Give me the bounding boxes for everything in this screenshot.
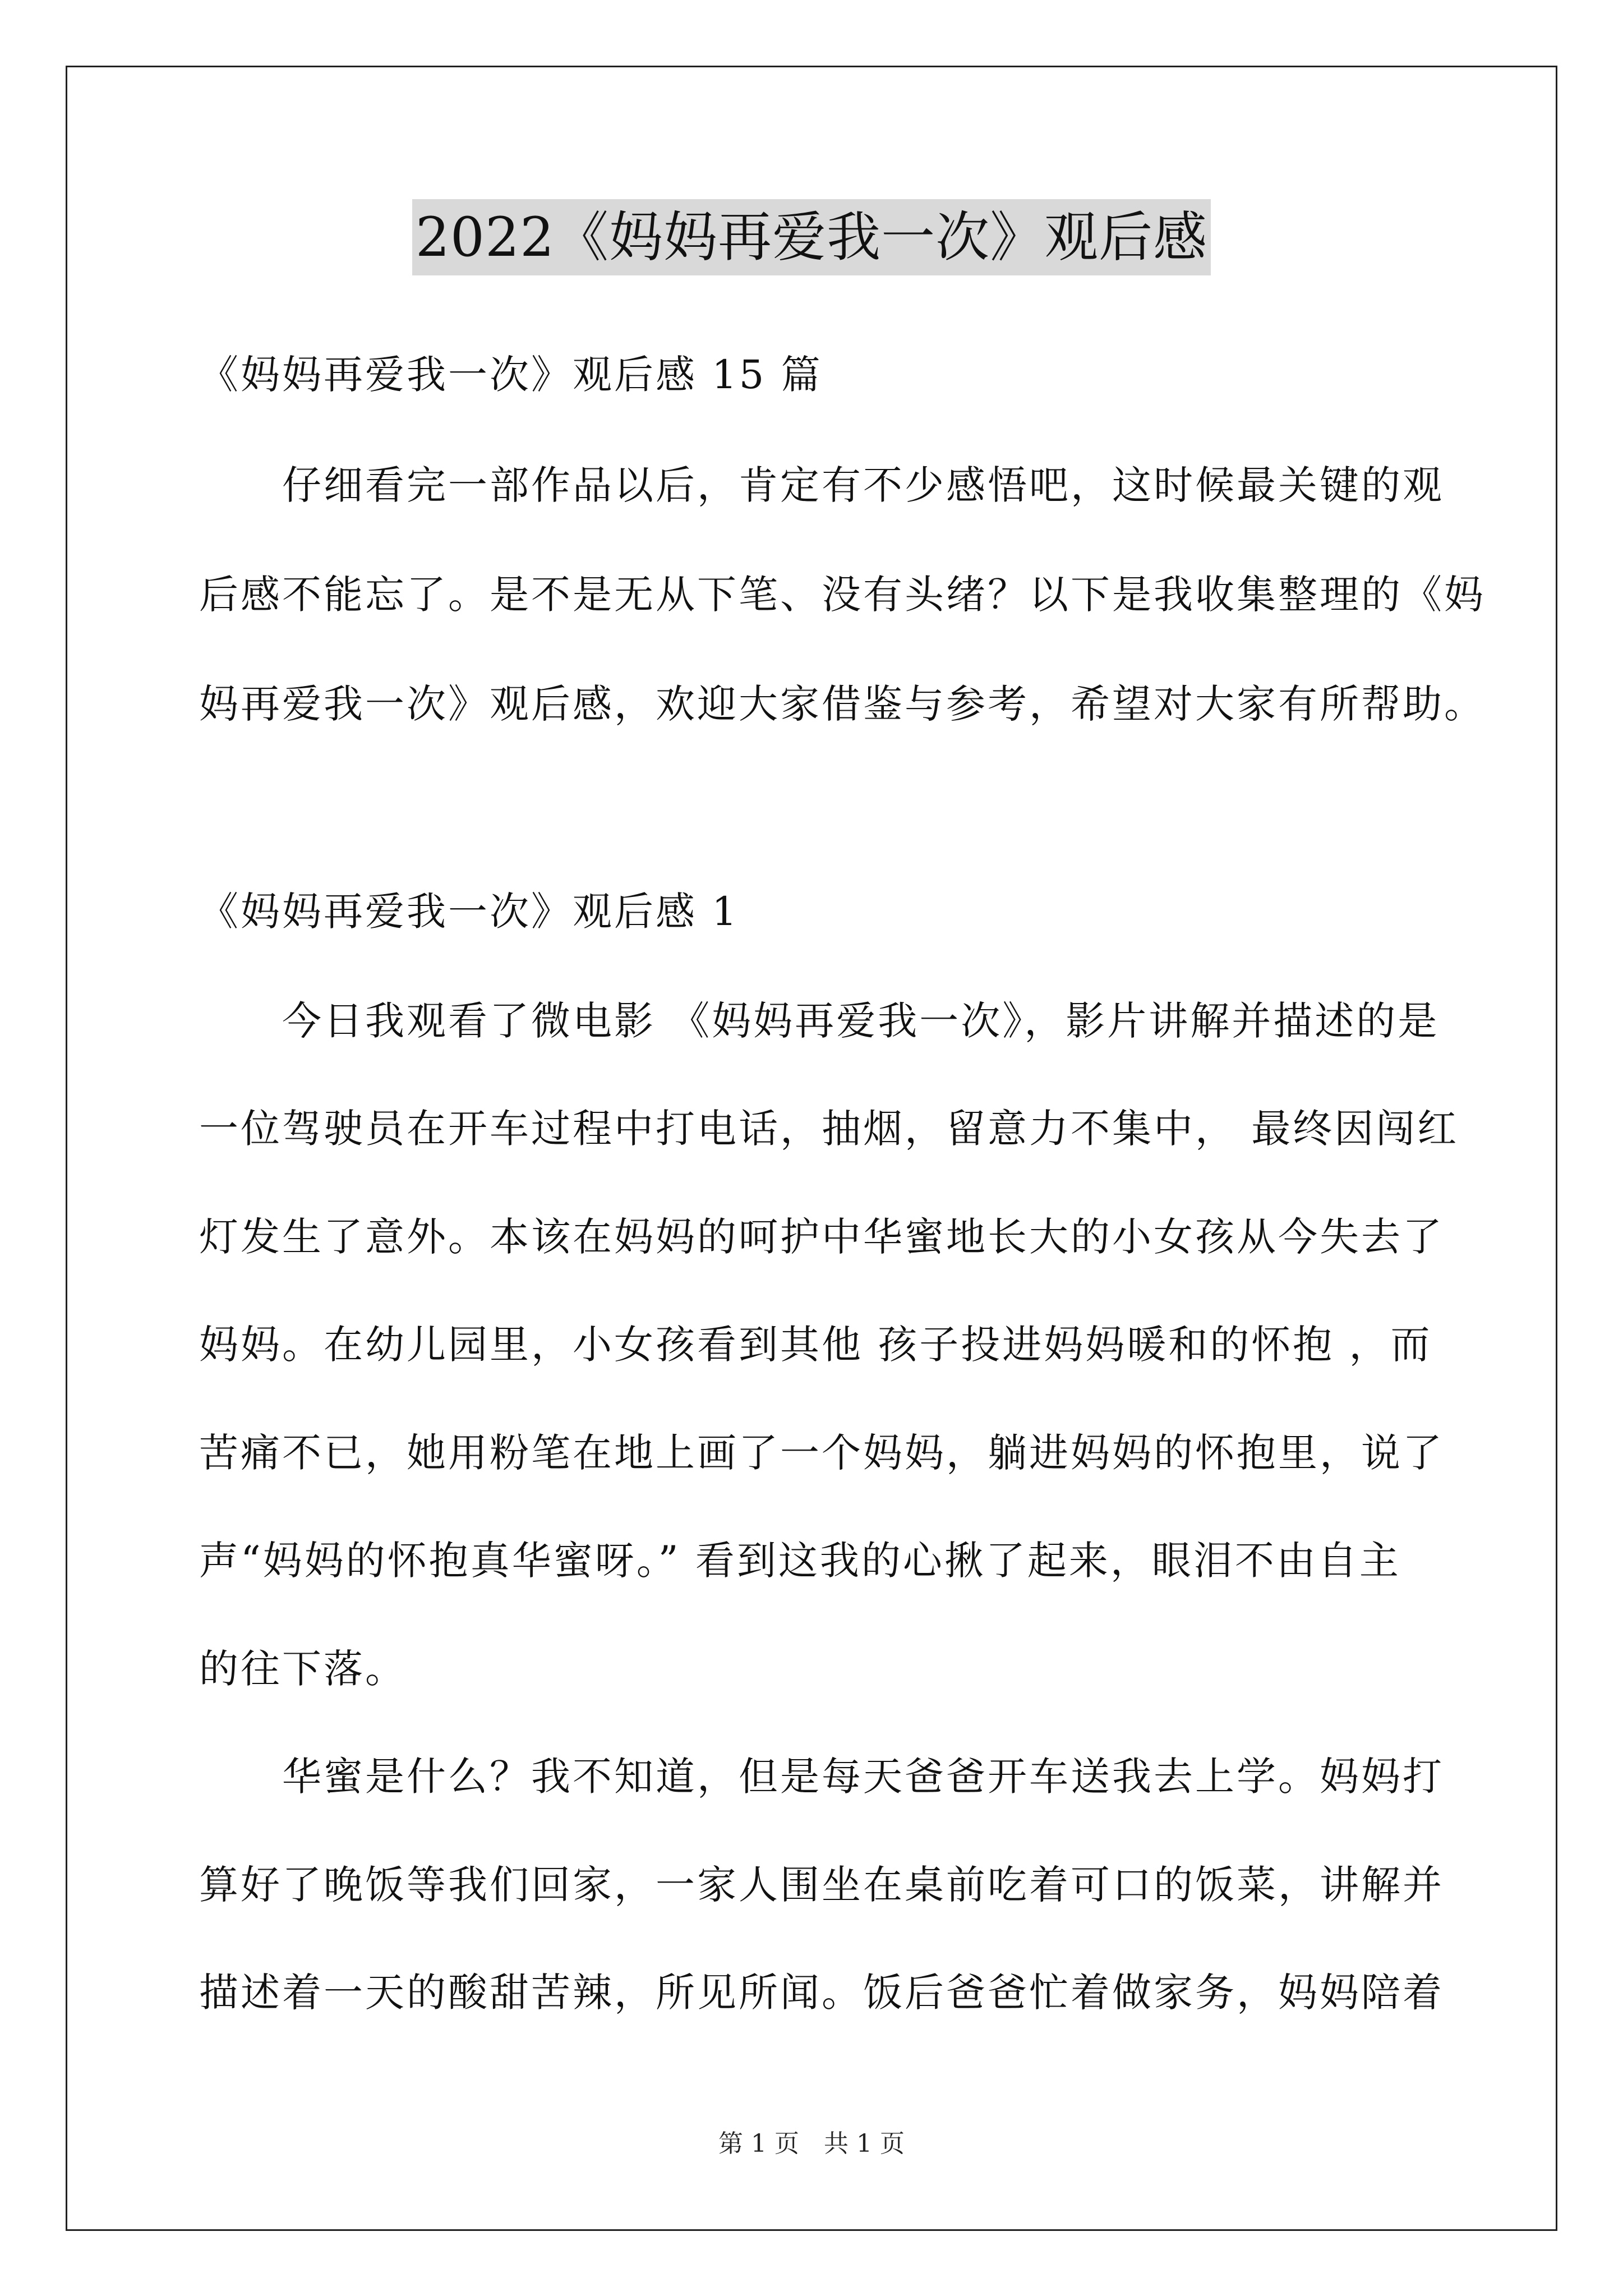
text-line: 今日我观看了微电影 《妈妈再爱我一次》，影片讲解并描述的是: [199, 998, 1440, 1044]
text-line: 一位驾驶员在开车过程中打电话，抽烟，留意力不集中， 最终因闯红: [199, 1106, 1459, 1152]
text-line: 灯发生了意外。本该在妈妈的呵护中华蜜地长大的小女孩从今失去了: [199, 1214, 1444, 1260]
text-line: 妈再爱我一次》观后感，欢迎大家借鉴与参考，希望对大家有所帮助。: [199, 681, 1486, 727]
text-line: 声“妈妈的怀抱真华蜜呀。” 看到这我的心揪了起来，眼泪不由自主: [199, 1538, 1401, 1584]
section-heading-collection: 《妈妈再爱我一次》观后感 15 篇: [199, 352, 823, 398]
section-heading-1: 《妈妈再爱我一次》观后感 1: [199, 889, 739, 935]
title-container: [0, 199, 1623, 275]
text-line: 苦痛不已，她用粉笔在地上画了一个妈妈，躺进妈妈的怀抱里，说了: [199, 1430, 1444, 1476]
page-footer: 第 1 页 共 1 页: [718, 2129, 905, 2158]
document-title: 2022《妈妈再爱我一次》观后感: [412, 199, 1211, 275]
text-line: 华蜜是什么？我不知道，但是每天爸爸开车送我去上学。妈妈打: [199, 1754, 1444, 1800]
text-line: 后感不能忘了。是不是无从下笔、没有头绪？以下是我收集整理的《妈: [199, 572, 1486, 618]
text-line: 算好了晚饭等我们回家，一家人围坐在桌前吃着可口的饭菜，讲解并: [199, 1862, 1444, 1908]
text-line: 仔细看完一部作品以后，肯定有不少感悟吧，这时候最关键的观: [199, 462, 1444, 508]
text-line: 的往下落。: [199, 1646, 407, 1692]
text-line: 描述着一天的酸甜苦辣，所见所闻。饭后爸爸忙着做家务，妈妈陪着: [199, 1970, 1444, 2016]
text-line: 妈妈。在幼儿园里，小女孩看到其他 孩子投进妈妈暖和的怀抱 ，而: [199, 1322, 1432, 1368]
